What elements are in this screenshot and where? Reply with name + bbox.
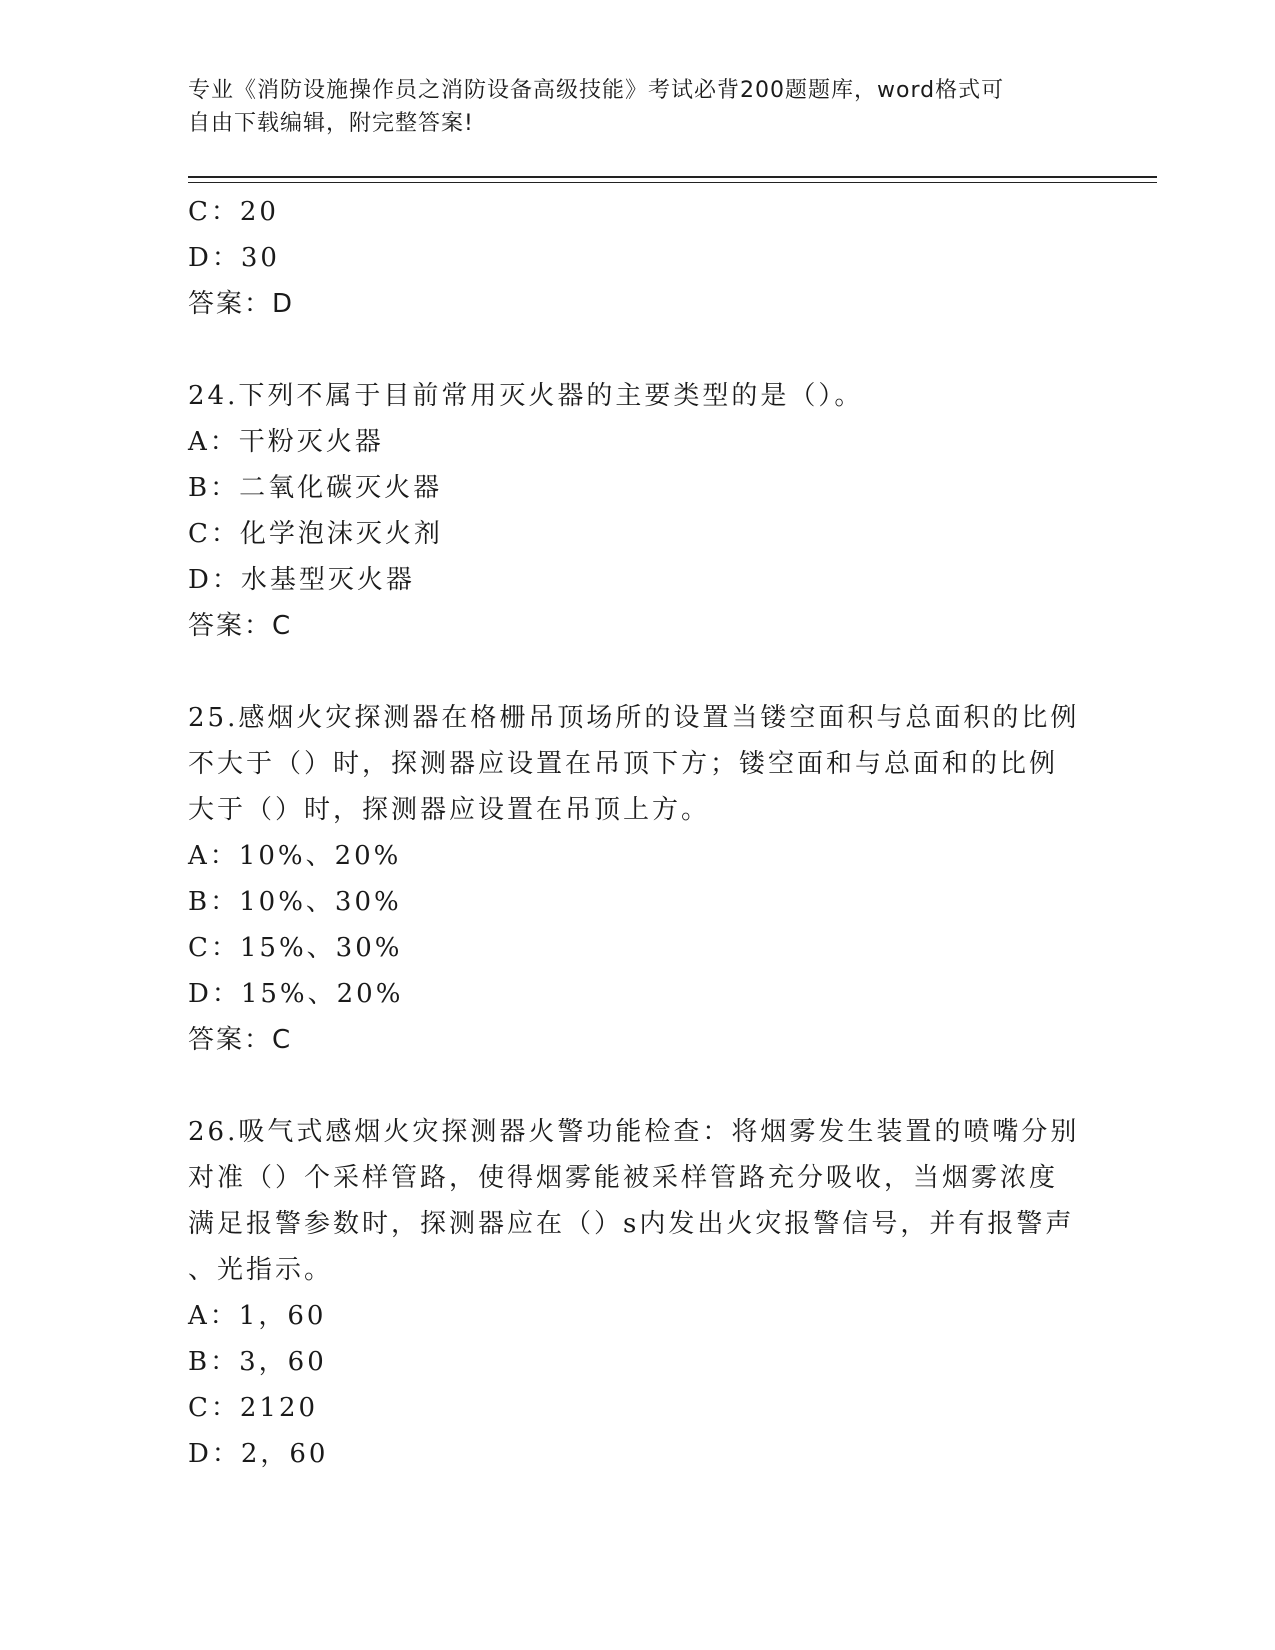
q25-option-b: B：10%、30% bbox=[188, 887, 402, 917]
q26-option-c: C：2120 bbox=[188, 1393, 319, 1423]
q24-stem: 24.下列不属于目前常用灭火器的主要类型的是（）。 bbox=[188, 381, 864, 411]
q23-option-d: D：30 bbox=[188, 243, 280, 273]
q25-stem-line: 大于（）时，探测器应设置在吊顶上方。 bbox=[188, 795, 711, 825]
q26-option-b: B：3，60 bbox=[188, 1347, 327, 1377]
q24-option-c: C：化学泡沫灭火剂 bbox=[188, 519, 443, 549]
spacer bbox=[188, 1063, 1088, 1109]
q24-answer: 答案：C bbox=[188, 611, 293, 641]
header-rule-thin bbox=[188, 182, 1157, 183]
q26-stem-line: 满足报警参数时，探测器应在（）s内发出火灾报警信号，并有报警声 bbox=[188, 1209, 1075, 1239]
header-line-2: 自由下载编辑，附完整答案! bbox=[188, 111, 474, 136]
q23-option-c: C：20 bbox=[188, 197, 279, 227]
q24-option-b: B：二氧化碳灭火器 bbox=[188, 473, 443, 503]
q26-stem-line: 、光指示。 bbox=[188, 1255, 334, 1285]
q25-stem-line: 25.感烟火灾探测器在格栅吊顶场所的设置当镂空面积与总面积的比例 bbox=[188, 703, 1080, 733]
question-list bbox=[188, 189, 1088, 1477]
q25-option-a: A：10%、20% bbox=[188, 841, 402, 871]
q26-stem-line: 26.吸气式感烟火灾探测器火警功能检查：将烟雾发生装置的喷嘴分别 bbox=[188, 1117, 1080, 1147]
q25-stem-line: 不大于（）时，探测器应设置在吊顶下方；镂空面和与总面和的比例 bbox=[188, 749, 1059, 779]
header-line-1: 专业《消防设施操作员之消防设备高级技能》考试必背200题题库，word格式可 bbox=[188, 78, 1005, 103]
q25-option-d: D：15%、20% bbox=[188, 979, 404, 1009]
q26-option-a: A：1，60 bbox=[188, 1301, 327, 1331]
header-rule-thick bbox=[188, 176, 1157, 178]
document-header bbox=[188, 74, 1068, 140]
spacer bbox=[188, 327, 1088, 373]
q26-option-d: D：2，60 bbox=[188, 1439, 329, 1469]
q26-stem-line: 对准（）个采样管路，使得烟雾能被采样管路充分吸收，当烟雾浓度 bbox=[188, 1163, 1059, 1193]
q23-answer: 答案：D bbox=[188, 289, 295, 319]
q25-answer: 答案：C bbox=[188, 1025, 293, 1055]
spacer bbox=[188, 649, 1088, 695]
q24-option-a: A：干粉灭火器 bbox=[188, 427, 384, 457]
q24-option-d: D：水基型灭火器 bbox=[188, 565, 415, 595]
q25-option-c: C：15%、30% bbox=[188, 933, 403, 963]
